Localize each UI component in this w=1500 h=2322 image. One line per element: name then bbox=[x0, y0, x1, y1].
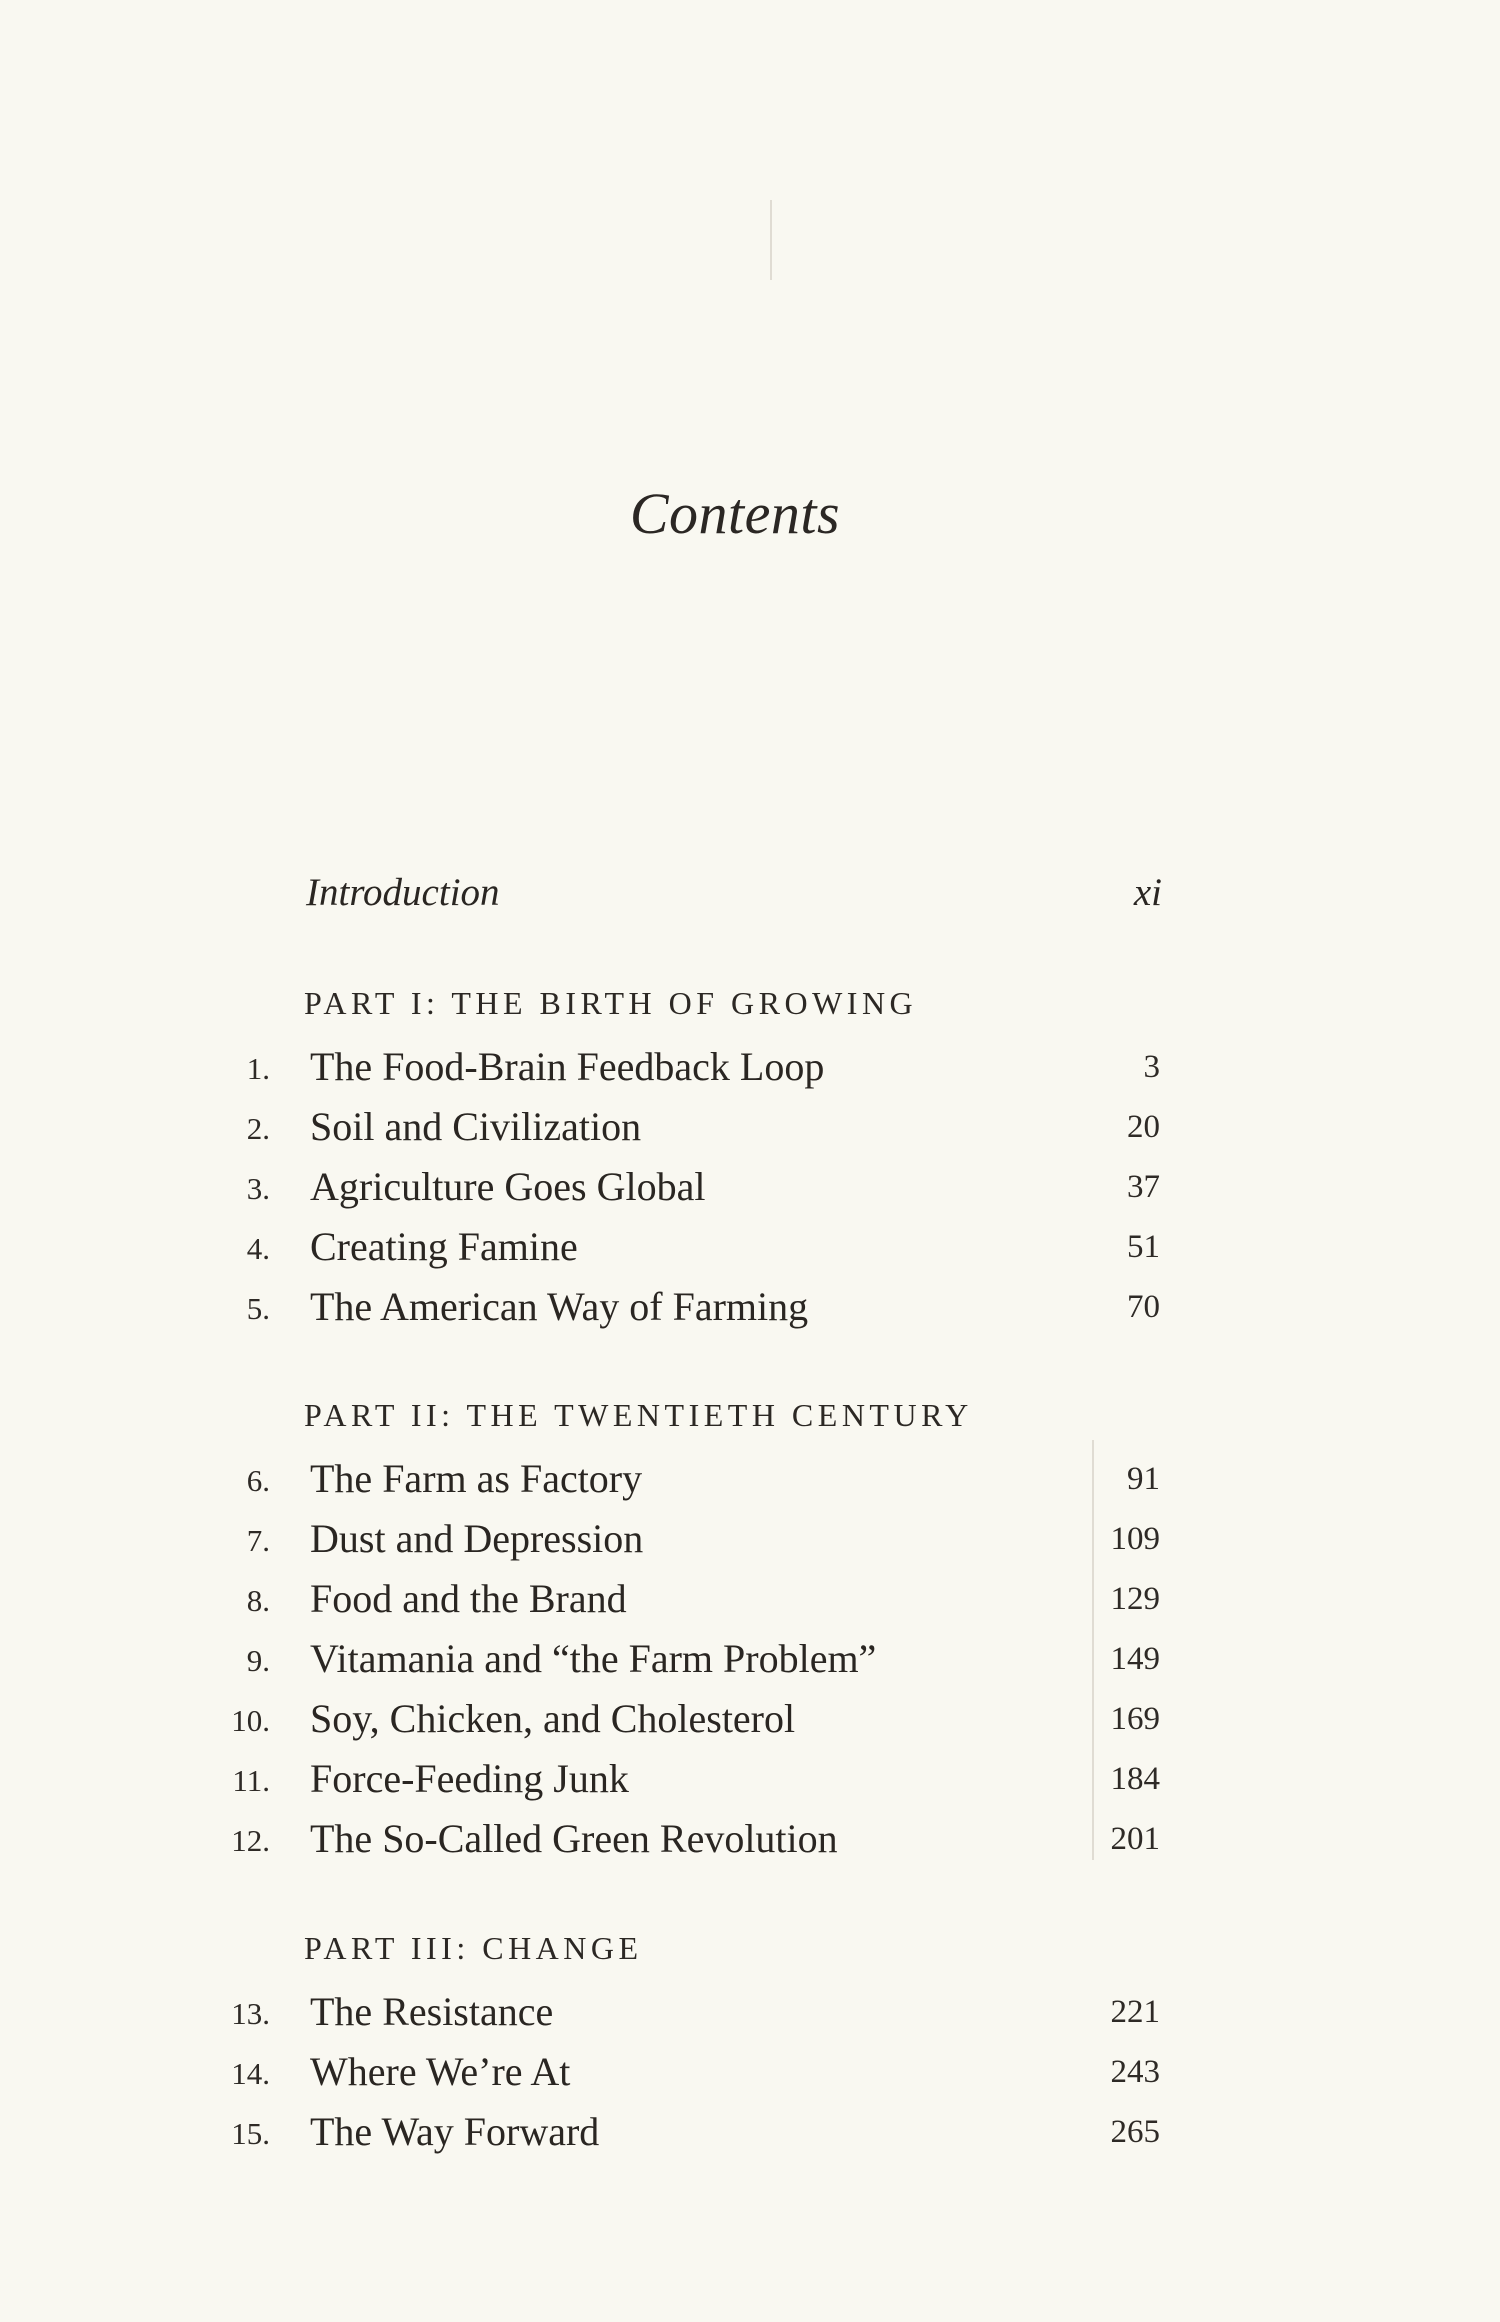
toc-row[interactable] bbox=[0, 2048, 1500, 2108]
chapter-number: 1. bbox=[246, 1051, 270, 1086]
toc-row[interactable] bbox=[0, 1695, 1500, 1755]
toc-row[interactable] bbox=[0, 1815, 1500, 1875]
part-heading: PART I: THE BIRTH OF GROWING bbox=[304, 985, 918, 1021]
chapter-number: 2. bbox=[246, 1111, 270, 1146]
toc-row[interactable] bbox=[0, 1283, 1500, 1343]
chapter-number: 12. bbox=[231, 1823, 270, 1858]
chapter-number: 10. bbox=[231, 1703, 270, 1738]
chapter-title[interactable]: Food and the Brand bbox=[310, 1576, 627, 1621]
chapter-number: 8. bbox=[246, 1583, 270, 1618]
chapter-number: 7. bbox=[246, 1523, 270, 1558]
chapter-page: 129 bbox=[1110, 1581, 1160, 1617]
chapter-number: 4. bbox=[246, 1231, 270, 1266]
toc-row[interactable] bbox=[0, 1755, 1500, 1815]
toc-row[interactable] bbox=[0, 1575, 1500, 1635]
chapter-page: 184 bbox=[1110, 1761, 1160, 1797]
chapter-title[interactable]: The American Way of Farming bbox=[310, 1284, 809, 1329]
chapter-title[interactable]: Soil and Civilization bbox=[310, 1104, 642, 1149]
chapter-page: 51 bbox=[1127, 1229, 1160, 1265]
toc-row[interactable] bbox=[0, 1988, 1500, 2048]
chapter-number: 15. bbox=[231, 2116, 270, 2151]
chapter-title[interactable]: The Way Forward bbox=[310, 2109, 600, 2154]
introduction-title[interactable]: Introduction bbox=[306, 871, 500, 914]
chapter-number: 5. bbox=[246, 1291, 270, 1326]
chapter-number: 6. bbox=[246, 1463, 270, 1498]
chapter-title[interactable]: Creating Famine bbox=[310, 1224, 578, 1269]
toc-row[interactable] bbox=[0, 1223, 1500, 1283]
chapter-title[interactable]: Agriculture Goes Global bbox=[310, 1164, 706, 1209]
chapter-title[interactable]: Force-Feeding Junk bbox=[310, 1756, 629, 1801]
chapter-page: 169 bbox=[1110, 1701, 1160, 1737]
chapter-page: 201 bbox=[1110, 1821, 1160, 1857]
part-heading: PART II: THE TWENTIETH CENTURY bbox=[304, 1397, 973, 1433]
chapter-page: 20 bbox=[1127, 1109, 1160, 1145]
chapter-number: 3. bbox=[246, 1171, 270, 1206]
part-heading: PART III: CHANGE bbox=[304, 1930, 643, 1966]
chapter-number: 9. bbox=[246, 1643, 270, 1678]
chapter-page: 265 bbox=[1110, 2114, 1160, 2150]
toc-row[interactable] bbox=[0, 1515, 1500, 1575]
chapter-title[interactable]: Where We’re At bbox=[310, 2049, 571, 2094]
toc-row[interactable] bbox=[0, 1455, 1500, 1515]
chapter-page: 70 bbox=[1127, 1289, 1160, 1325]
toc-row[interactable] bbox=[0, 1635, 1500, 1695]
chapter-number: 11. bbox=[232, 1763, 270, 1798]
toc-row[interactable] bbox=[0, 1103, 1500, 1163]
chapter-page: 91 bbox=[1127, 1461, 1160, 1497]
chapter-page: 221 bbox=[1110, 1994, 1160, 2030]
chapter-page: 149 bbox=[1110, 1641, 1160, 1677]
chapter-title[interactable]: Soy, Chicken, and Cholesterol bbox=[310, 1696, 796, 1741]
page-title: Contents bbox=[629, 481, 841, 546]
chapter-title[interactable]: Dust and Depression bbox=[310, 1516, 644, 1561]
chapter-number: 13. bbox=[231, 1996, 270, 2031]
chapter-page: 109 bbox=[1110, 1521, 1160, 1557]
toc-row[interactable] bbox=[0, 2108, 1500, 2168]
toc-row[interactable] bbox=[0, 1043, 1500, 1103]
chapter-title[interactable]: The Resistance bbox=[310, 1989, 554, 2034]
introduction-page: xi bbox=[1133, 871, 1162, 914]
chapter-title[interactable]: The So-Called Green Revolution bbox=[310, 1816, 838, 1861]
chapter-title[interactable]: The Food-Brain Feedback Loop bbox=[310, 1044, 825, 1089]
chapter-page: 3 bbox=[1143, 1049, 1160, 1085]
chapter-title[interactable]: The Farm as Factory bbox=[310, 1456, 643, 1501]
chapter-number: 14. bbox=[231, 2056, 270, 2091]
chapter-page: 243 bbox=[1110, 2054, 1160, 2090]
chapter-page: 37 bbox=[1127, 1169, 1160, 1205]
toc-row[interactable] bbox=[0, 1163, 1500, 1223]
chapter-title[interactable]: Vitamania and “the Farm Problem” bbox=[310, 1636, 877, 1681]
